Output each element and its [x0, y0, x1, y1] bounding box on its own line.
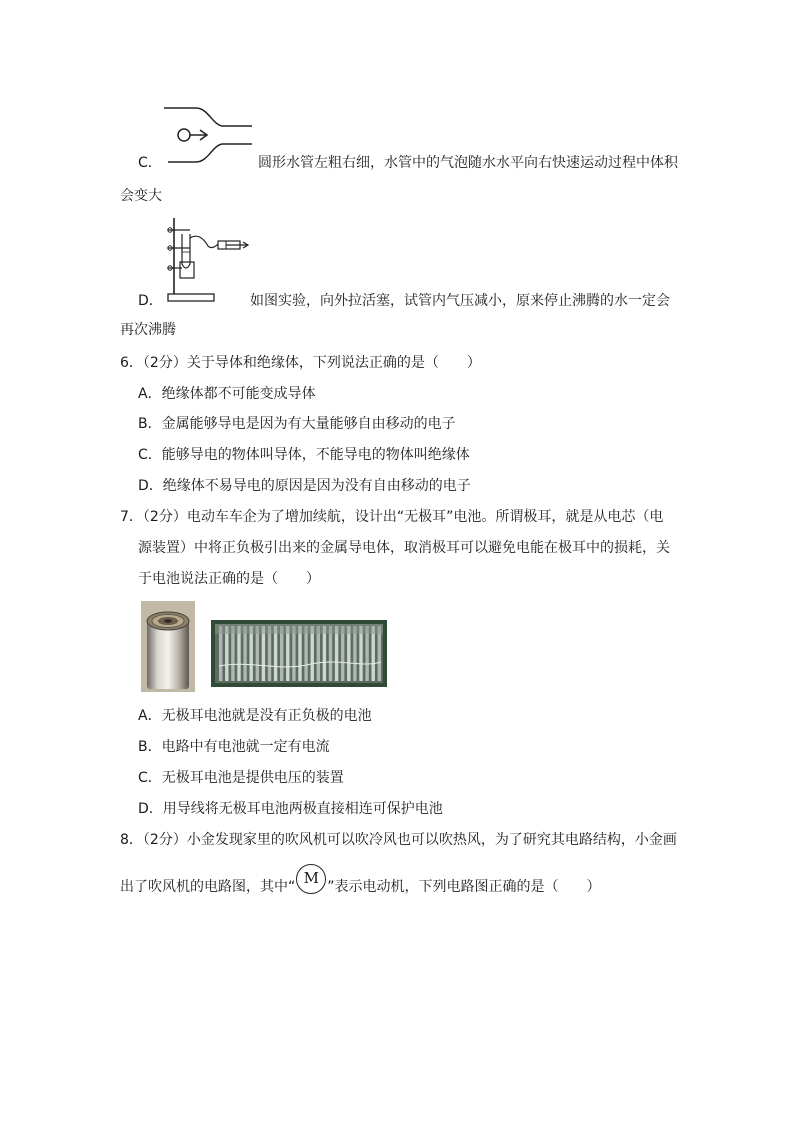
option-label: D． — [138, 478, 163, 494]
q7-option-b — [138, 737, 330, 757]
foil-strip — [372, 626, 375, 681]
q5-d-text-line1: 如图实验，向外拉活塞，试管内气压减小，原来停止沸腾的水一定会 — [250, 293, 670, 309]
q8-stem-text-2b: ”表示电动机，下列电路图正确的是（ ） — [327, 879, 601, 895]
water-pipe-bubble-diagram — [160, 104, 256, 166]
foil-strip — [256, 626, 259, 681]
foil-strip — [335, 626, 338, 681]
option-label: A． — [138, 708, 162, 724]
option-text: 用导线将无极耳电池两极直接相连可保护电池 — [162, 801, 443, 817]
q7-number: 7． — [120, 509, 143, 525]
foil-strip — [268, 626, 271, 681]
foil-strip — [347, 626, 350, 681]
q8-points: （2分） — [142, 832, 187, 848]
option-label: B． — [138, 739, 162, 755]
foil-strip — [280, 626, 283, 681]
q6-points: （2分） — [142, 355, 187, 371]
option-label: B． — [138, 416, 162, 432]
q5-c-text-line1: 圆形水管左粗右细，水管中的气泡随水水平向右快速运动过程中体积 — [258, 155, 678, 171]
option-label: D． — [138, 801, 163, 817]
foil-strip — [298, 626, 301, 681]
foil-strip — [341, 626, 344, 681]
q6-stem — [120, 353, 481, 373]
q6-option-a — [138, 384, 316, 404]
foil-strip — [304, 626, 307, 681]
q6-option-b — [138, 414, 456, 434]
motor-symbol: M — [296, 864, 326, 894]
foil-strip — [292, 626, 295, 681]
foil-strip — [250, 626, 253, 681]
q8-stem-text-1: 小金发现家里的吹风机可以吹冷风也可以吹热风，为了研究其电路结构，小金画 — [186, 832, 677, 848]
option-text: 绝缘体都不可能变成导体 — [161, 386, 316, 402]
option-text: 无极耳电池就是没有正负极的电池 — [161, 708, 372, 724]
q6-stem-text: 关于导体和绝缘体，下列说法正确的是（ ） — [186, 355, 481, 371]
q7-stem-line1 — [120, 507, 663, 527]
foil-strip — [323, 626, 326, 681]
option-text: 金属能够导电是因为有大量能够自由移动的电子 — [161, 416, 456, 432]
option-label: C． — [138, 770, 162, 786]
foil-strip — [274, 626, 277, 681]
foil-strip — [243, 626, 246, 681]
foil-strip — [219, 626, 222, 681]
q7-stem-line3: 于电池说法正确的是（ ） — [138, 571, 320, 587]
foil-strip — [329, 626, 332, 681]
foil-strip — [353, 626, 356, 681]
foil-strip — [317, 626, 320, 681]
option-text: 绝缘体不易导电的原因是因为没有自由移动的电子 — [162, 478, 471, 494]
foil-strip — [262, 626, 265, 681]
q8-stem-line2 — [120, 869, 601, 904]
foil-strip — [365, 626, 368, 681]
foil-strip — [311, 626, 314, 681]
q6-number: 6． — [120, 355, 143, 371]
boiling-syringe-apparatus-diagram — [160, 214, 254, 306]
electrode-foil-photo — [211, 620, 387, 687]
foil-strip — [359, 626, 362, 681]
q8-stem-line1 — [120, 830, 677, 850]
battery-cell-photo — [141, 601, 195, 692]
q5-c-label: C． — [138, 155, 162, 171]
option-label: A． — [138, 386, 162, 402]
foil-strip — [231, 626, 234, 681]
q6-option-c — [138, 445, 470, 465]
q6-option-d — [138, 476, 471, 496]
foil-strip — [378, 626, 381, 681]
option-text: 无极耳电池是提供电压的装置 — [161, 770, 344, 786]
q5-d-label: D． — [138, 293, 163, 309]
option-text: 能够导电的物体叫导体，不能导电的物体叫绝缘体 — [161, 447, 470, 463]
q8-number: 8． — [120, 832, 143, 848]
q7-stem-line2: 源装置）中将正负极引出来的金属导电体，取消极耳可以避免电能在极耳中的损耗，关 — [138, 540, 670, 556]
q7-points: （2分） — [142, 509, 187, 525]
foil-strip — [286, 626, 289, 681]
q7-option-c — [138, 768, 344, 788]
foil-strip — [237, 626, 240, 681]
q8-stem-text-2a: 出了吹风机的电路图，其中“ — [120, 879, 296, 895]
q7-stem-text-1: 电动车车企为了增加续航，设计出“无极耳”电池。所谓极耳，就是从电芯（电 — [186, 509, 664, 525]
q5-c-text-line2: 会变大 — [120, 188, 162, 204]
option-label: C． — [138, 447, 162, 463]
q5-d-text-line2: 再次沸腾 — [120, 322, 176, 338]
option-text: 电路中有电池就一定有电流 — [161, 739, 330, 755]
q7-option-a — [138, 706, 372, 726]
q7-option-d — [138, 799, 443, 819]
foil-strip — [225, 626, 228, 681]
